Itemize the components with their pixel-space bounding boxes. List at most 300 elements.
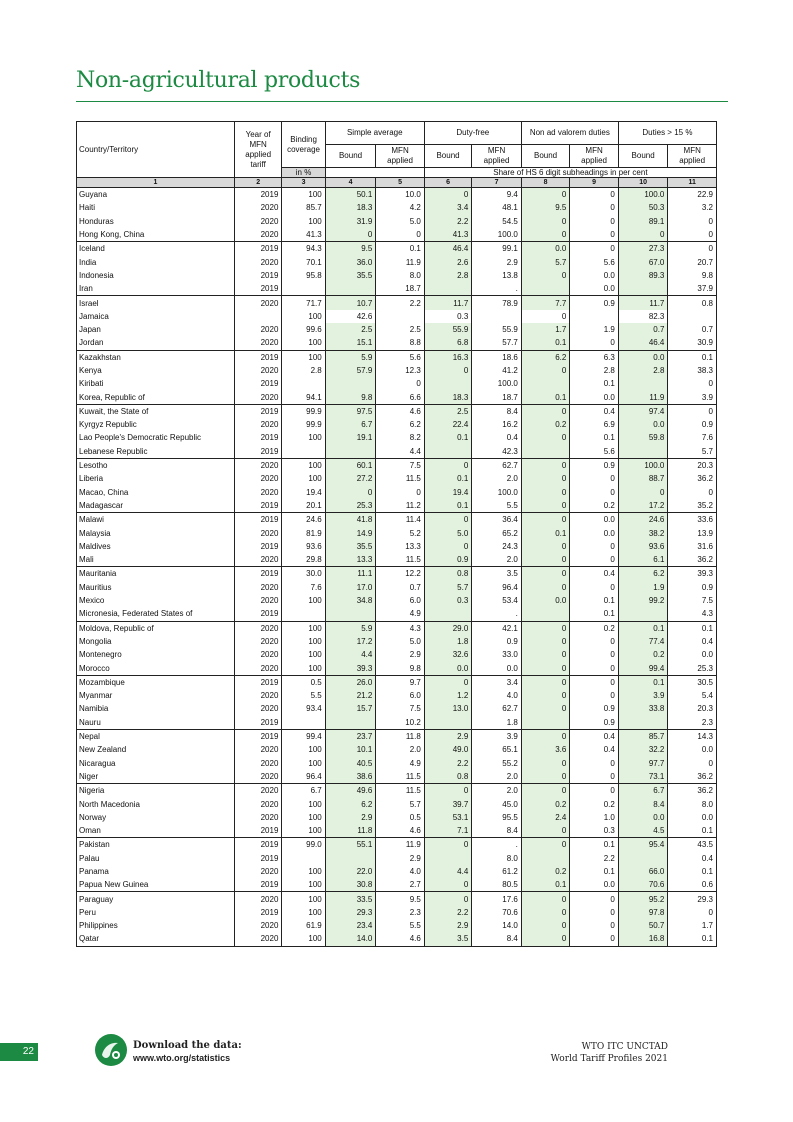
table-cell: 25.3 (325, 499, 376, 513)
table-cell (668, 310, 717, 323)
table-cell: 100 (282, 811, 325, 824)
table-cell: 0.0 (618, 418, 668, 431)
table-row (77, 892, 717, 906)
table-cell: 2020 (234, 526, 281, 539)
table-row (77, 350, 717, 364)
country-name: Madagascar (77, 499, 235, 513)
table-cell: 0.7 (376, 581, 425, 594)
table-cell: 1.7 (521, 323, 570, 336)
table-cell: 27.3 (618, 242, 668, 256)
table-cell: 4.5 (618, 824, 668, 838)
table-cell: 54.5 (472, 215, 522, 228)
table-row (77, 675, 717, 689)
table-cell: 0 (424, 838, 471, 852)
table-cell: 19.4 (424, 486, 471, 499)
table-cell: 0 (521, 756, 570, 769)
table-cell (424, 716, 471, 730)
table-cell: 5.6 (570, 255, 619, 268)
table-cell: 50.3 (618, 201, 668, 214)
table-cell: 0 (325, 486, 376, 499)
table-cell: 77.4 (618, 635, 668, 648)
table-row (77, 635, 717, 648)
country-name: Qatar (77, 932, 235, 946)
country-name: Micronesia, Federated States of (77, 607, 235, 621)
table-cell: 13.3 (325, 553, 376, 567)
table-cell: 29.3 (668, 892, 717, 906)
table-cell: 0 (521, 770, 570, 784)
table-row (77, 932, 717, 946)
table-cell: 5.9 (325, 350, 376, 364)
table-cell: 95.5 (472, 811, 522, 824)
table-cell: 93.4 (282, 702, 325, 715)
table-cell: 0 (570, 228, 619, 242)
table-cell: 6.2 (521, 350, 570, 364)
table-cell: 0.2 (570, 797, 619, 810)
country-name: Mexico (77, 594, 235, 607)
table-cell: 0 (521, 784, 570, 798)
table-cell: 97.7 (618, 756, 668, 769)
table-cell: 0.1 (618, 621, 668, 635)
table-cell: 0.0 (570, 390, 619, 404)
download-globe-icon[interactable] (94, 1033, 128, 1067)
table-cell: 73.1 (618, 770, 668, 784)
table-cell: 100.0 (472, 486, 522, 499)
table-cell: 0.1 (668, 865, 717, 878)
table-cell (521, 445, 570, 459)
country-name: Israel (77, 296, 235, 310)
table-cell: 4.2 (376, 201, 425, 214)
table-cell: 9.7 (376, 675, 425, 689)
table-cell: 0.1 (424, 499, 471, 513)
table-cell: 95.4 (618, 838, 668, 852)
table-cell: 9.5 (325, 242, 376, 256)
table-cell: 2.0 (472, 553, 522, 567)
table-cell: 10.7 (325, 296, 376, 310)
table-cell: 0 (570, 689, 619, 702)
table-cell: 0 (521, 635, 570, 648)
table-cell: 100 (282, 594, 325, 607)
publication-title: World Tariff Profiles 2021 (550, 1054, 668, 1064)
table-row (77, 621, 717, 635)
table-cell: 49.0 (424, 743, 471, 756)
table-cell: 5.7 (521, 255, 570, 268)
country-name: Korea, Republic of (77, 390, 235, 404)
table-cell (424, 377, 471, 390)
table-cell: 18.6 (472, 350, 522, 364)
table-cell: 2.0 (472, 472, 522, 485)
col-number: 10 (618, 178, 668, 188)
table-cell: 3.9 (618, 689, 668, 702)
table-cell: 39.3 (325, 661, 376, 675)
table-cell: 2019 (234, 852, 281, 865)
table-cell: 0.1 (570, 431, 619, 444)
table-cell (618, 852, 668, 865)
table-cell (325, 852, 376, 865)
country-name: Kiribati (77, 377, 235, 390)
table-cell: 0 (521, 553, 570, 567)
table-cell: 2020 (234, 390, 281, 404)
table-cell: 6.2 (376, 418, 425, 431)
table-cell: 11.1 (325, 567, 376, 581)
table-cell: 0.1 (424, 472, 471, 485)
col-number: 11 (668, 178, 717, 188)
table-cell: 17.0 (325, 581, 376, 594)
table-cell: 36.4 (472, 513, 522, 527)
table-cell: 0 (521, 892, 570, 906)
table-row (77, 526, 717, 539)
table-cell: 70.1 (282, 255, 325, 268)
header-mfn-applied: MFN applied (570, 145, 619, 168)
table-cell: 6.0 (376, 594, 425, 607)
table-cell: 0 (668, 486, 717, 499)
table-cell: 67.0 (618, 255, 668, 268)
table-cell: 5.7 (424, 581, 471, 594)
table-cell: 2.2 (424, 215, 471, 228)
table-cell: 6.8 (424, 336, 471, 350)
table-cell: 65.1 (472, 743, 522, 756)
country-name: Norway (77, 811, 235, 824)
table-cell: 1.9 (618, 581, 668, 594)
table-row (77, 215, 717, 228)
table-cell: 7.6 (668, 431, 717, 444)
table-cell: 97.8 (618, 906, 668, 919)
table-cell: 1.8 (472, 716, 522, 730)
table-cell: 2020 (234, 689, 281, 702)
table-cell: 0.0 (472, 661, 522, 675)
table-cell: 29.3 (325, 906, 376, 919)
table-cell: 18.7 (376, 282, 425, 296)
table-cell: 5.0 (424, 526, 471, 539)
table-cell: 0 (521, 702, 570, 715)
download-link[interactable]: www.wto.org/statistics (133, 1053, 231, 1063)
table-cell: 49.6 (325, 784, 376, 798)
table-cell: 0 (521, 188, 570, 202)
table-cell: 20.1 (282, 499, 325, 513)
table-row (77, 797, 717, 810)
table-cell: 11.5 (376, 784, 425, 798)
table-cell: 30.0 (282, 567, 325, 581)
table-cell: 0 (521, 661, 570, 675)
table-cell: 0 (668, 228, 717, 242)
table-cell: 0.8 (668, 296, 717, 310)
table-cell: 6.3 (570, 350, 619, 364)
table-cell (521, 716, 570, 730)
table-cell: 2019 (234, 513, 281, 527)
table-cell: 43.5 (668, 838, 717, 852)
table-cell: 2.9 (376, 852, 425, 865)
table-cell: 93.6 (282, 540, 325, 553)
table-cell: 2.9 (424, 729, 471, 743)
table-cell: 70.6 (472, 906, 522, 919)
table-cell: 35.5 (325, 540, 376, 553)
table-cell: 5.7 (668, 445, 717, 459)
table-cell: 41.3 (424, 228, 471, 242)
table-cell: 0.1 (521, 390, 570, 404)
country-name: Hong Kong, China (77, 228, 235, 242)
table-cell: 0.0 (668, 811, 717, 824)
table-cell: 30.9 (668, 336, 717, 350)
table-row (77, 228, 717, 242)
col-number: 1 (77, 178, 235, 188)
table-cell: 0.1 (570, 607, 619, 621)
table-cell: 100.0 (472, 377, 522, 390)
table-cell: 0 (521, 486, 570, 499)
table-cell: 12.2 (376, 567, 425, 581)
table-cell: 0 (521, 513, 570, 527)
table-cell: 0 (521, 919, 570, 932)
table-cell: 17.6 (472, 892, 522, 906)
country-name: Montenegro (77, 648, 235, 661)
table-cell: 0.2 (521, 797, 570, 810)
country-name: Nepal (77, 729, 235, 743)
table-cell: 100 (282, 906, 325, 919)
table-cell: 8.4 (472, 824, 522, 838)
table-cell (472, 310, 522, 323)
table-cell: 20.7 (668, 255, 717, 268)
table-cell: 2020 (234, 581, 281, 594)
table-cell: 0.6 (668, 878, 717, 892)
table-cell: 100 (282, 743, 325, 756)
table-cell: 60.1 (325, 458, 376, 472)
table-cell: 5.6 (570, 445, 619, 459)
table-cell: 2020 (234, 228, 281, 242)
table-cell: 0.1 (668, 350, 717, 364)
table-cell: 8.4 (618, 797, 668, 810)
table-cell: 2019 (234, 878, 281, 892)
table-cell: 99.0 (282, 838, 325, 852)
table-cell: 88.7 (618, 472, 668, 485)
table-cell: 2020 (234, 486, 281, 499)
table-cell: 2019 (234, 567, 281, 581)
table-cell: 0 (618, 228, 668, 242)
col-number: 7 (472, 178, 522, 188)
country-name: India (77, 255, 235, 268)
table-cell: 33.8 (618, 702, 668, 715)
header-mfn-applied: MFN applied (472, 145, 522, 168)
table-cell: 0 (521, 364, 570, 377)
table-cell: 0.1 (570, 865, 619, 878)
table-cell: 99.9 (282, 418, 325, 431)
table-cell: 61.2 (472, 865, 522, 878)
table-cell: 12.3 (376, 364, 425, 377)
table-cell: 2019 (234, 269, 281, 282)
country-name: New Zealand (77, 743, 235, 756)
table-cell: 2020 (234, 323, 281, 336)
table-cell: 11.7 (424, 296, 471, 310)
table-cell: 0.5 (376, 811, 425, 824)
table-row (77, 336, 717, 350)
table-cell: 0 (521, 838, 570, 852)
table-cell: 0 (570, 553, 619, 567)
country-name: Lesotho (77, 458, 235, 472)
table-cell: 42.6 (325, 310, 376, 323)
table-cell: 18.7 (472, 390, 522, 404)
table-cell: 0.9 (570, 458, 619, 472)
table-cell: 2019 (234, 242, 281, 256)
table-cell: 99.1 (472, 242, 522, 256)
table-cell: 0.5 (282, 675, 325, 689)
country-name: Niger (77, 770, 235, 784)
country-name: Maldives (77, 540, 235, 553)
table-cell: 0 (521, 310, 570, 323)
table-cell (570, 310, 619, 323)
table-row (77, 201, 717, 214)
table-cell: 57.9 (325, 364, 376, 377)
table-cell: . (472, 282, 522, 296)
table-cell (424, 445, 471, 459)
table-cell: 38.6 (325, 770, 376, 784)
table-cell: 41.8 (325, 513, 376, 527)
table-cell (424, 852, 471, 865)
table-cell: 2.2 (376, 296, 425, 310)
table-cell: 0.0 (570, 282, 619, 296)
table-cell: 0 (570, 784, 619, 798)
table-cell: 0 (570, 486, 619, 499)
table-cell: 5.0 (376, 215, 425, 228)
table-cell: 2.2 (570, 852, 619, 865)
table-cell: 33.0 (472, 648, 522, 661)
table-cell: 36.0 (325, 255, 376, 268)
table-row (77, 838, 717, 852)
table-cell: 18.3 (325, 201, 376, 214)
table-cell: 85.7 (282, 201, 325, 214)
country-name: Lao People's Democratic Republic (77, 431, 235, 444)
table-cell: 99.4 (618, 661, 668, 675)
table-cell: 0 (570, 906, 619, 919)
table-cell: 100 (282, 431, 325, 444)
table-cell (618, 607, 668, 621)
table-cell: 0.1 (668, 824, 717, 838)
table-cell: 4.4 (325, 648, 376, 661)
country-name: Iran (77, 282, 235, 296)
table-cell: 10.2 (376, 716, 425, 730)
table-cell: 2019 (234, 377, 281, 390)
table-cell: . (472, 838, 522, 852)
table-row (77, 729, 717, 743)
table-cell: 6.2 (325, 797, 376, 810)
table-cell: 96.4 (472, 581, 522, 594)
table-row (77, 255, 717, 268)
table-cell: 0.7 (668, 323, 717, 336)
table-cell: 13.9 (668, 526, 717, 539)
table-cell: 0 (521, 689, 570, 702)
table-cell: 53.4 (472, 594, 522, 607)
country-name: Panama (77, 865, 235, 878)
table-cell: 4.0 (472, 689, 522, 702)
table-cell: 65.2 (472, 526, 522, 539)
table-cell: 8.0 (668, 797, 717, 810)
table-cell: 2020 (234, 892, 281, 906)
table-cell: 2.0 (376, 743, 425, 756)
table-cell: 0.4 (472, 431, 522, 444)
table-cell: 36.2 (668, 472, 717, 485)
table-cell: 23.4 (325, 919, 376, 932)
table-row (77, 919, 717, 932)
country-name: Mongolia (77, 635, 235, 648)
table-cell: 89.3 (618, 269, 668, 282)
table-cell: 36.2 (668, 784, 717, 798)
table-cell: 18.3 (424, 390, 471, 404)
table-cell: 0.1 (570, 377, 619, 390)
table-cell: 0 (570, 215, 619, 228)
table-row (77, 323, 717, 336)
table-cell: 15.7 (325, 702, 376, 715)
table-cell: 7.5 (376, 702, 425, 715)
table-cell: 2.5 (325, 323, 376, 336)
table-cell: 0.1 (570, 838, 619, 852)
table-cell: 0 (521, 215, 570, 228)
col-number: 6 (424, 178, 471, 188)
table-row (77, 431, 717, 444)
page-number: 22 (0, 1043, 38, 1061)
table-cell (521, 282, 570, 296)
table-cell: 100 (282, 350, 325, 364)
table-cell (424, 282, 471, 296)
table-cell: 0 (376, 486, 425, 499)
table-cell: 37.9 (668, 282, 717, 296)
table-row (77, 852, 717, 865)
table-cell: 100 (282, 865, 325, 878)
table-cell: 0 (424, 513, 471, 527)
table-cell: 24.6 (282, 513, 325, 527)
header-mfn-applied: MFN applied (376, 145, 425, 168)
tariff-table (76, 121, 717, 947)
table-cell: 0.2 (570, 499, 619, 513)
table-cell: 2.9 (424, 919, 471, 932)
table-cell: 2019 (234, 188, 281, 202)
table-cell: 8.8 (376, 336, 425, 350)
table-cell: 19.4 (282, 486, 325, 499)
table-cell: 0.8 (424, 770, 471, 784)
table-cell: 22.4 (424, 418, 471, 431)
table-cell: 2019 (234, 716, 281, 730)
table-cell: 39.3 (668, 567, 717, 581)
table-cell: 38.3 (668, 364, 717, 377)
table-cell: 31.9 (325, 215, 376, 228)
table-cell: 100 (282, 892, 325, 906)
table-cell: 11.4 (376, 513, 425, 527)
table-cell: 2020 (234, 594, 281, 607)
table-cell: 30.5 (668, 675, 717, 689)
table-cell: 8.0 (376, 269, 425, 282)
table-cell: 22.0 (325, 865, 376, 878)
table-cell: 95.2 (618, 892, 668, 906)
table-cell: 2.2 (424, 906, 471, 919)
table-cell: 0 (570, 661, 619, 675)
table-cell: 4.4 (376, 445, 425, 459)
table-cell: 0.0 (618, 350, 668, 364)
table-row (77, 540, 717, 553)
table-row (77, 499, 717, 513)
table-cell: 0 (424, 784, 471, 798)
country-name: Nicaragua (77, 756, 235, 769)
table-cell: 4.9 (376, 607, 425, 621)
table-cell: 32.2 (618, 743, 668, 756)
table-cell: 0 (521, 648, 570, 661)
table-cell (618, 716, 668, 730)
country-name: Myanmar (77, 689, 235, 702)
country-name: Kenya (77, 364, 235, 377)
page-title: Non-agricultural products (76, 68, 361, 93)
table-cell: 0 (570, 756, 619, 769)
table-cell: 2.9 (376, 648, 425, 661)
table-row (77, 390, 717, 404)
table-cell: 3.2 (668, 201, 717, 214)
header-year: Year of MFN applied tariff (234, 122, 281, 178)
table-cell: 5.0 (376, 635, 425, 648)
table-cell (376, 310, 425, 323)
table-cell: 0 (325, 228, 376, 242)
